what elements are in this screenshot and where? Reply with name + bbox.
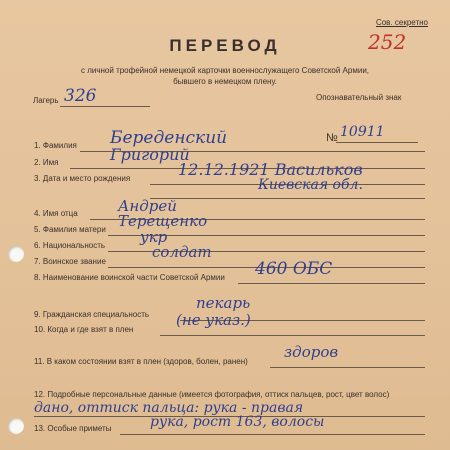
field-label-condition: 11. В каком состоянии взят в плен (здоров, болен, ранен) <box>34 357 248 366</box>
field-underline <box>270 367 425 368</box>
pow-number-label: Опознавательный знак <box>316 93 402 102</box>
field-value-capture: (не указ.) <box>176 311 251 329</box>
field-value-special-marks: рука, рост 163, волосы <box>150 414 325 430</box>
field-value-first-name: Григорий <box>110 145 190 164</box>
field-value-birth: 12.12.1921 Васильков <box>178 160 363 179</box>
field-label-special-marks: 13. Особые приметы <box>34 424 112 433</box>
field-label-father-name: 4. Имя отца <box>34 209 78 218</box>
field-value-personal-data: дано, оттиск пальца: рука - правая <box>34 400 304 416</box>
camp-label: Лагерь <box>33 96 59 105</box>
punch-hole <box>8 246 24 262</box>
field-underline <box>150 198 425 199</box>
pow-number-underline <box>336 142 418 143</box>
field-label-first-name: 2. Имя <box>34 158 59 167</box>
document-subtitle-line1: с личной трофейной немецкой карточки военнослужащего Советской Армии, <box>80 66 370 75</box>
field-underline <box>160 335 425 336</box>
field-value-birth-region: Киевская обл. <box>258 177 363 193</box>
field-value-civil-profession: пекарь <box>196 294 251 312</box>
field-label-birth: 3. Дата и место рождения <box>34 174 131 183</box>
field-value-mother-surname: Терещенко <box>118 212 208 230</box>
classification-label: Сов. секретно <box>375 18 428 27</box>
field-value-father-name: Андрей <box>118 197 177 215</box>
document-title: ПЕРЕВОД <box>169 36 281 55</box>
field-value-nationality: укр <box>140 228 168 246</box>
field-value-condition: здоров <box>284 343 339 361</box>
field-label-civil-profession: 9. Гражданская специальность <box>34 310 150 319</box>
field-label-personal-data: 12. Подробные персональные данные (имеется фотография, оттиск пальцев, рост, цвет волос) <box>34 390 390 399</box>
archive-number-stamp: 252 <box>368 30 407 54</box>
field-label-nationality: 6. Национальность <box>34 241 106 250</box>
field-label-military-unit: 8. Наименование воинской части Советской Армии <box>34 273 225 282</box>
pow-number-value: 10911 <box>340 124 385 140</box>
field-label-surname: 1. Фамилия <box>34 141 77 150</box>
camp-underline <box>60 106 150 107</box>
camp-value: 326 <box>64 86 97 106</box>
field-value-surname: Береденский <box>110 128 228 148</box>
punch-hole <box>8 418 24 434</box>
document-subtitle-line2: бывшего в немецком плену. <box>173 77 277 86</box>
field-label-capture: 10. Когда и где взят в плен <box>34 325 134 334</box>
pow-number-prefix: № <box>326 132 338 144</box>
field-value-rank: солдат <box>152 243 212 261</box>
field-underline <box>238 283 425 284</box>
field-label-mother-surname: 5. Фамилия матери <box>34 225 106 234</box>
field-underline <box>120 434 425 435</box>
field-value-military-unit: 460 ОБС <box>255 259 333 279</box>
field-label-rank: 7. Воинское звание <box>34 257 106 266</box>
